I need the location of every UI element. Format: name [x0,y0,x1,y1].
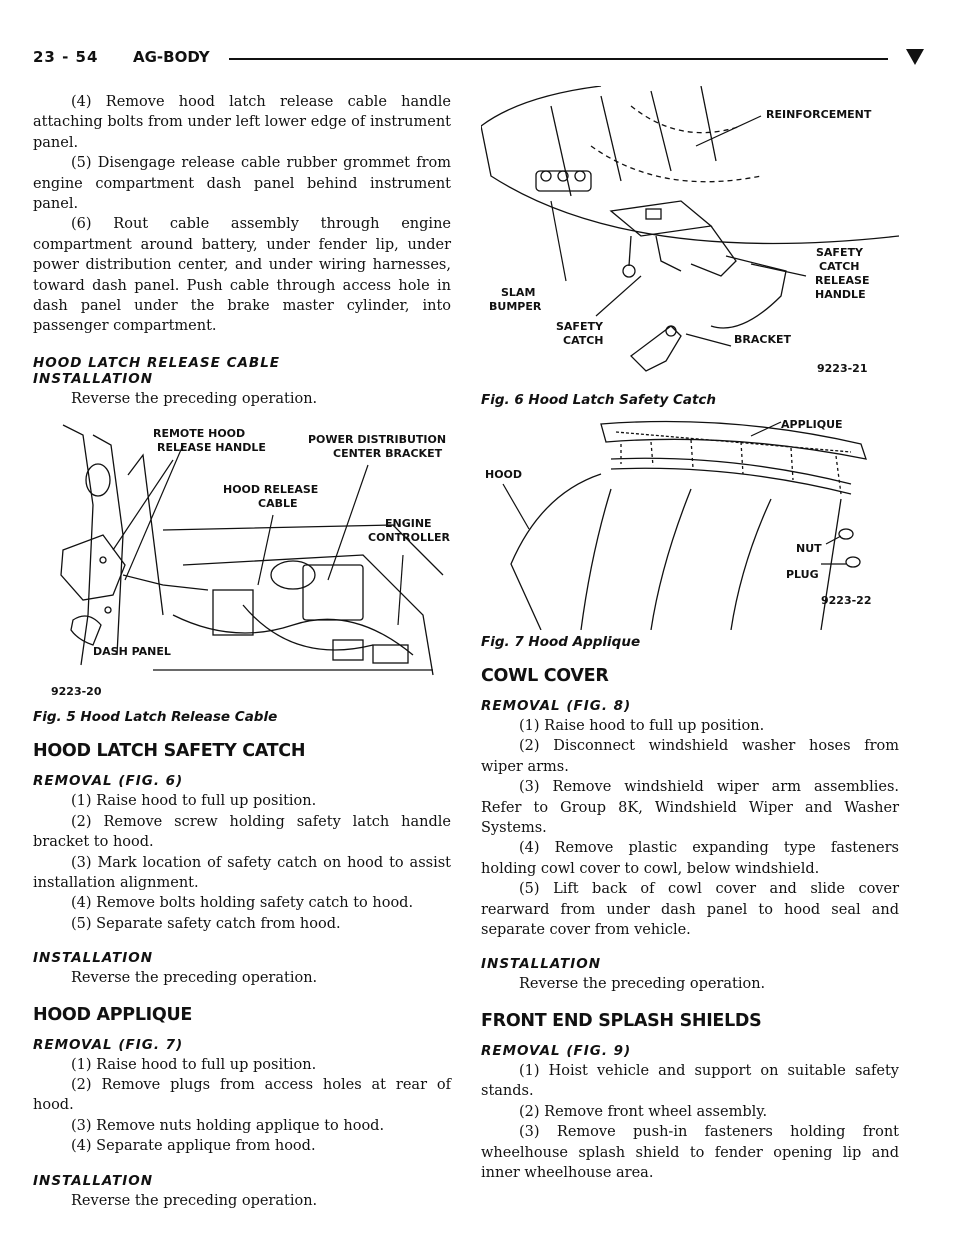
step-paragraph: (2) Disconnect windshield washer hoses from wiper arms. [481,738,899,775]
fig6-label: BRACKET [734,333,791,346]
step-paragraph: (4) Remove hood latch release cable handle attaching bolts from under left lower edge of instrument panel. [33,94,451,151]
subheading: REMOVAL (FIG. 6) [33,773,184,790]
fig6-label: CATCH [563,334,604,347]
fig6-label: CATCH [819,260,860,273]
fig6-label: 9223-21 [817,362,868,375]
step-paragraph: (1) Raise hood to full up position. [71,793,317,810]
step-paragraph: (5) Disengage release cable rubber grommet from engine compartment dash panel behind instrument panel. [33,155,451,213]
section-heading: COWL COVER [481,666,609,686]
fig5-label: HOOD RELEASE [223,483,319,497]
fig6-label: HANDLE [815,288,866,301]
subheading: INSTALLATION [33,950,154,967]
step-paragraph: (4) Separate applique from hood. [71,1138,316,1155]
section-heading: HOOD APPLIQUE [33,1004,193,1025]
step-paragraph: (2) Remove front wheel assembly. [519,1103,768,1120]
subheading: INSTALLATION [481,956,602,973]
section-heading: FRONT END SPLASH SHIELDS [481,1010,762,1031]
step-paragraph: (3) Remove push-in fasteners holding front wheelhouse splash shield to fender opening lip and inner wheelhouse area. [481,1124,899,1181]
subheading: REMOVAL (FIG. 9) [481,1042,632,1059]
step-paragraph: (1) Raise hood to full up position. [71,1056,317,1073]
fig6-label: BUMPER [489,300,542,313]
fig5-label: 9223-20 [51,685,102,699]
fig6-label: SLAM [501,286,536,299]
figure-7-illustration [481,414,899,630]
fig7-label: APPLIQUE [781,418,843,431]
fig6-label: SAFETY [556,320,603,333]
figure-caption: Fig. 5 Hood Latch Release Cable [33,709,278,726]
step-paragraph: (2) Remove plugs from access holes at rear of hood. [33,1076,451,1114]
fig5-label: RELEASE HANDLE [157,441,266,455]
fig7-label: HOOD [485,468,523,481]
step-paragraph: (5) Lift back of cowl cover and slide cover rearward from under dash panel to hood seal and separate cover from vehicle. [481,881,899,939]
figure-5 [33,415,451,725]
fig6-label: SAFETY [816,246,863,259]
section-heading: HOOD LATCH SAFETY CATCH [33,741,306,762]
fig7-label: PLUG [786,568,819,581]
subheading: INSTALLATION [33,1172,154,1189]
step-paragraph: (4) Remove plastic expanding type fasteners holding cowl cover to cowl, below windshield. [481,840,899,877]
right-column [481,86,899,1183]
step-paragraph: (1) Raise hood to full up position. [519,718,765,734]
install-text: Reverse the preceding operation. [71,1192,318,1209]
fig6-label: RELEASE [815,274,870,287]
subheading: HOOD LATCH RELEASE CABLE [33,354,281,371]
fig7-label: NUT [796,542,822,555]
fig5-label: CONTROLLER [368,531,450,545]
figure-6 [481,86,899,408]
step-paragraph: (6) Rout cable assembly through engine compartment around battery, under fender lip, under power distribution center, and under wiring harnesses, toward dash panel. Push cable through access hole in dash panel under the brake master cylinder, into passenger compartment. [33,216,451,335]
figure-7 [481,414,899,650]
step-paragraph: (2) Remove screw holding safety latch handle bracket to hood. [33,813,451,851]
step-paragraph: (3) Remove nuts holding applique to hood. [71,1117,385,1134]
figure-caption: Fig. 7 Hood Applique [481,634,641,650]
fig5-label: ENGINE [385,517,432,531]
subheading: INSTALLATION [33,370,154,387]
step-paragraph: (3) Mark location of safety catch on hood to assist installation alignment. [33,854,451,891]
left-column [33,92,451,1211]
step-paragraph: (5) Separate safety catch from hood. [71,915,341,932]
header-title: AG-BODY [133,48,210,66]
step-paragraph: (4) Remove bolts holding safety catch to hood. [71,895,414,912]
install-text: Reverse the preceding operation. [519,976,766,993]
fig5-label: POWER DISTRIBUTION [308,433,447,447]
install-text: Reverse the preceding operation. [71,390,318,407]
fig6-label: REINFORCEMENT [766,108,872,121]
step-paragraph: (1) Hoist vehicle and support on suitable safety stands. [481,1062,899,1100]
fig5-label: CENTER BRACKET [333,447,443,461]
fig5-label: REMOTE HOOD [153,427,246,441]
page-number: 23 - 54 [33,48,99,66]
chrysler-pentastar-icon [906,49,924,65]
step-paragraph: (3) Remove windshield wiper arm assemblies. Refer to Group 8K, Windshield Wiper and Washer Systems. [481,779,899,837]
figure-6-illustration [481,86,899,388]
fig7-label: 9223-22 [821,594,872,607]
subheading: REMOVAL (FIG. 8) [481,698,632,714]
install-text: Reverse the preceding operation. [71,970,318,987]
header-rule [229,58,888,60]
page-header [33,44,928,72]
figure-5-illustration [33,415,451,705]
subheading: REMOVAL (FIG. 7) [33,1036,184,1053]
fig5-label: DASH PANEL [93,645,171,659]
fig5-label: CABLE [258,497,298,511]
figure-caption: Fig. 6 Hood Latch Safety Catch [481,392,717,408]
